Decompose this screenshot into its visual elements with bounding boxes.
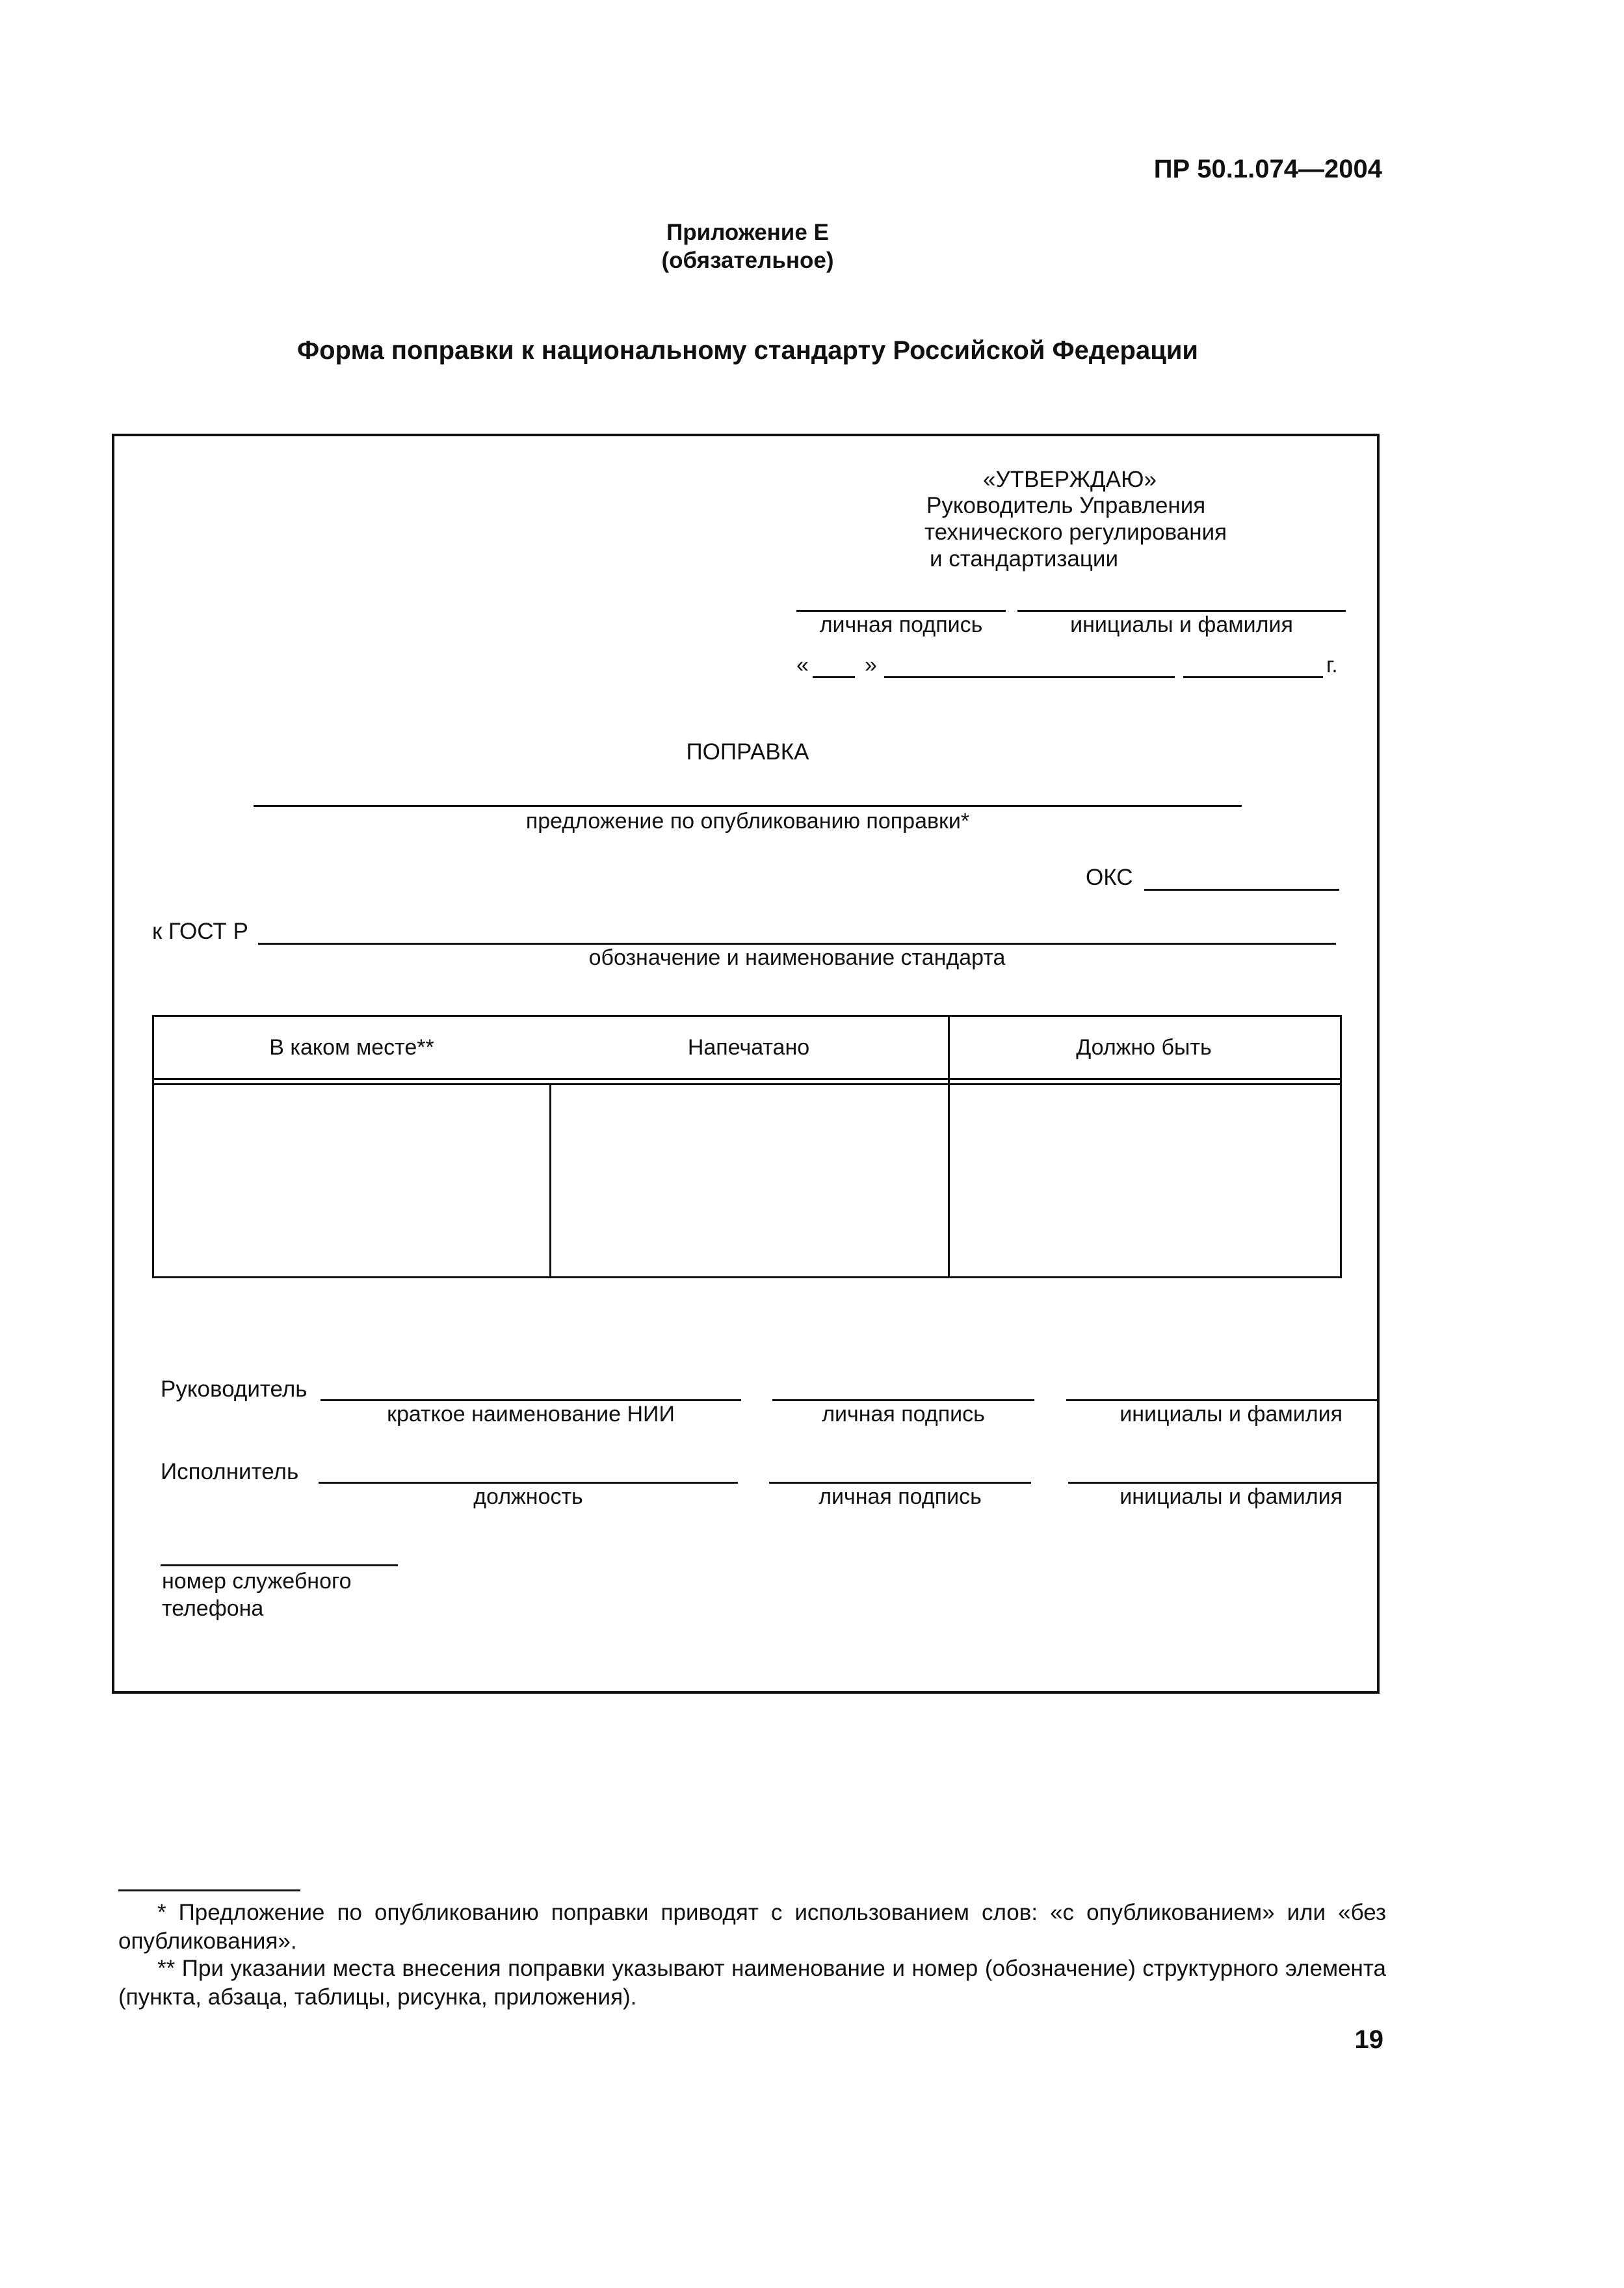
oks-line[interactable] — [1144, 889, 1339, 891]
table-header-printed: Напечатано — [687, 1035, 810, 1060]
approver-line-2: технического регулирования — [924, 519, 1227, 545]
oks-label: ОКС — [1086, 865, 1133, 890]
date-close-quote: » — [865, 653, 877, 677]
table-cell-should-be[interactable] — [950, 1086, 1339, 1274]
year-suffix: г. — [1326, 653, 1338, 677]
executor-signature-caption: личная подпись — [819, 1484, 982, 1509]
phone-caption-line-2: телефона — [162, 1596, 264, 1621]
standard-caption: обозначение и наименование стандарта — [588, 945, 1006, 970]
footnote-2: ** При указании места внесения поправки указывают наименование и номер (обозначение) структурного элемента (пункта, абзаца, таблицы, рисунка, приложения). — [118, 1956, 1386, 2010]
phone-caption-line-1: номер служебного — [162, 1569, 352, 1594]
executor-label: Исполнитель — [161, 1459, 299, 1484]
executor-position-line[interactable] — [319, 1482, 738, 1484]
document-number: ПР 50.1.074—2004 — [1153, 155, 1382, 183]
page-number: 19 — [1354, 2025, 1383, 2054]
table-divider — [549, 1083, 551, 1276]
publication-line[interactable] — [254, 805, 1242, 807]
table-header-place: В каком месте** — [269, 1035, 434, 1060]
appendix-title: Приложение Е — [666, 220, 829, 245]
approver-signature-line[interactable] — [796, 610, 1006, 612]
phone-line[interactable] — [161, 1564, 398, 1566]
approver-name-caption: инициалы и фамилия — [1070, 612, 1293, 637]
approver-signature-caption: личная подпись — [819, 612, 983, 637]
approver-line-3: и стандартизации — [930, 546, 1119, 572]
head-org-line[interactable] — [321, 1399, 741, 1401]
table-cell-place[interactable] — [156, 1086, 548, 1274]
head-signature-caption: личная подпись — [822, 1402, 985, 1427]
executor-position-caption: должность — [473, 1484, 583, 1509]
standard-line[interactable] — [258, 943, 1336, 945]
date-open-quote: « — [796, 653, 809, 677]
head-name-caption: инициалы и фамилия — [1120, 1402, 1342, 1427]
correction-title: ПОПРАВКА — [686, 739, 809, 765]
table-header-should-be: Должно быть — [1076, 1035, 1212, 1060]
head-label: Руководитель — [161, 1376, 308, 1402]
head-signature-line[interactable] — [772, 1399, 1034, 1401]
footnote-1: * Предложение по опубликованию поправки приводят с использованием слов: «с опубликованием» или «без опубликования». — [118, 1900, 1386, 1954]
gost-label: к ГОСТ Р — [152, 919, 248, 944]
table-cell-printed[interactable] — [552, 1086, 947, 1274]
executor-signature-line[interactable] — [769, 1482, 1031, 1484]
executor-name-line[interactable] — [1068, 1482, 1380, 1484]
date-day-line[interactable] — [813, 676, 855, 678]
footnote-separator — [118, 1889, 300, 1891]
head-org-caption: краткое наименование НИИ — [387, 1402, 675, 1427]
approver-line-1: Руководитель Управления — [926, 493, 1206, 518]
approver-name-line[interactable] — [1017, 610, 1346, 612]
date-month-line[interactable] — [884, 676, 1175, 678]
form-title: Форма поправки к национальному стандарту Российской Федерации — [296, 336, 1199, 365]
appendix-status: (обязательное) — [661, 248, 834, 273]
correction-table — [152, 1015, 1342, 1278]
date-year-line[interactable] — [1183, 676, 1323, 678]
executor-name-caption: инициалы и фамилия — [1120, 1484, 1342, 1509]
head-name-line[interactable] — [1066, 1399, 1380, 1401]
approve-word: «УТВЕРЖДАЮ» — [983, 467, 1157, 492]
publication-caption: предложение по опубликованию поправки* — [525, 809, 970, 834]
